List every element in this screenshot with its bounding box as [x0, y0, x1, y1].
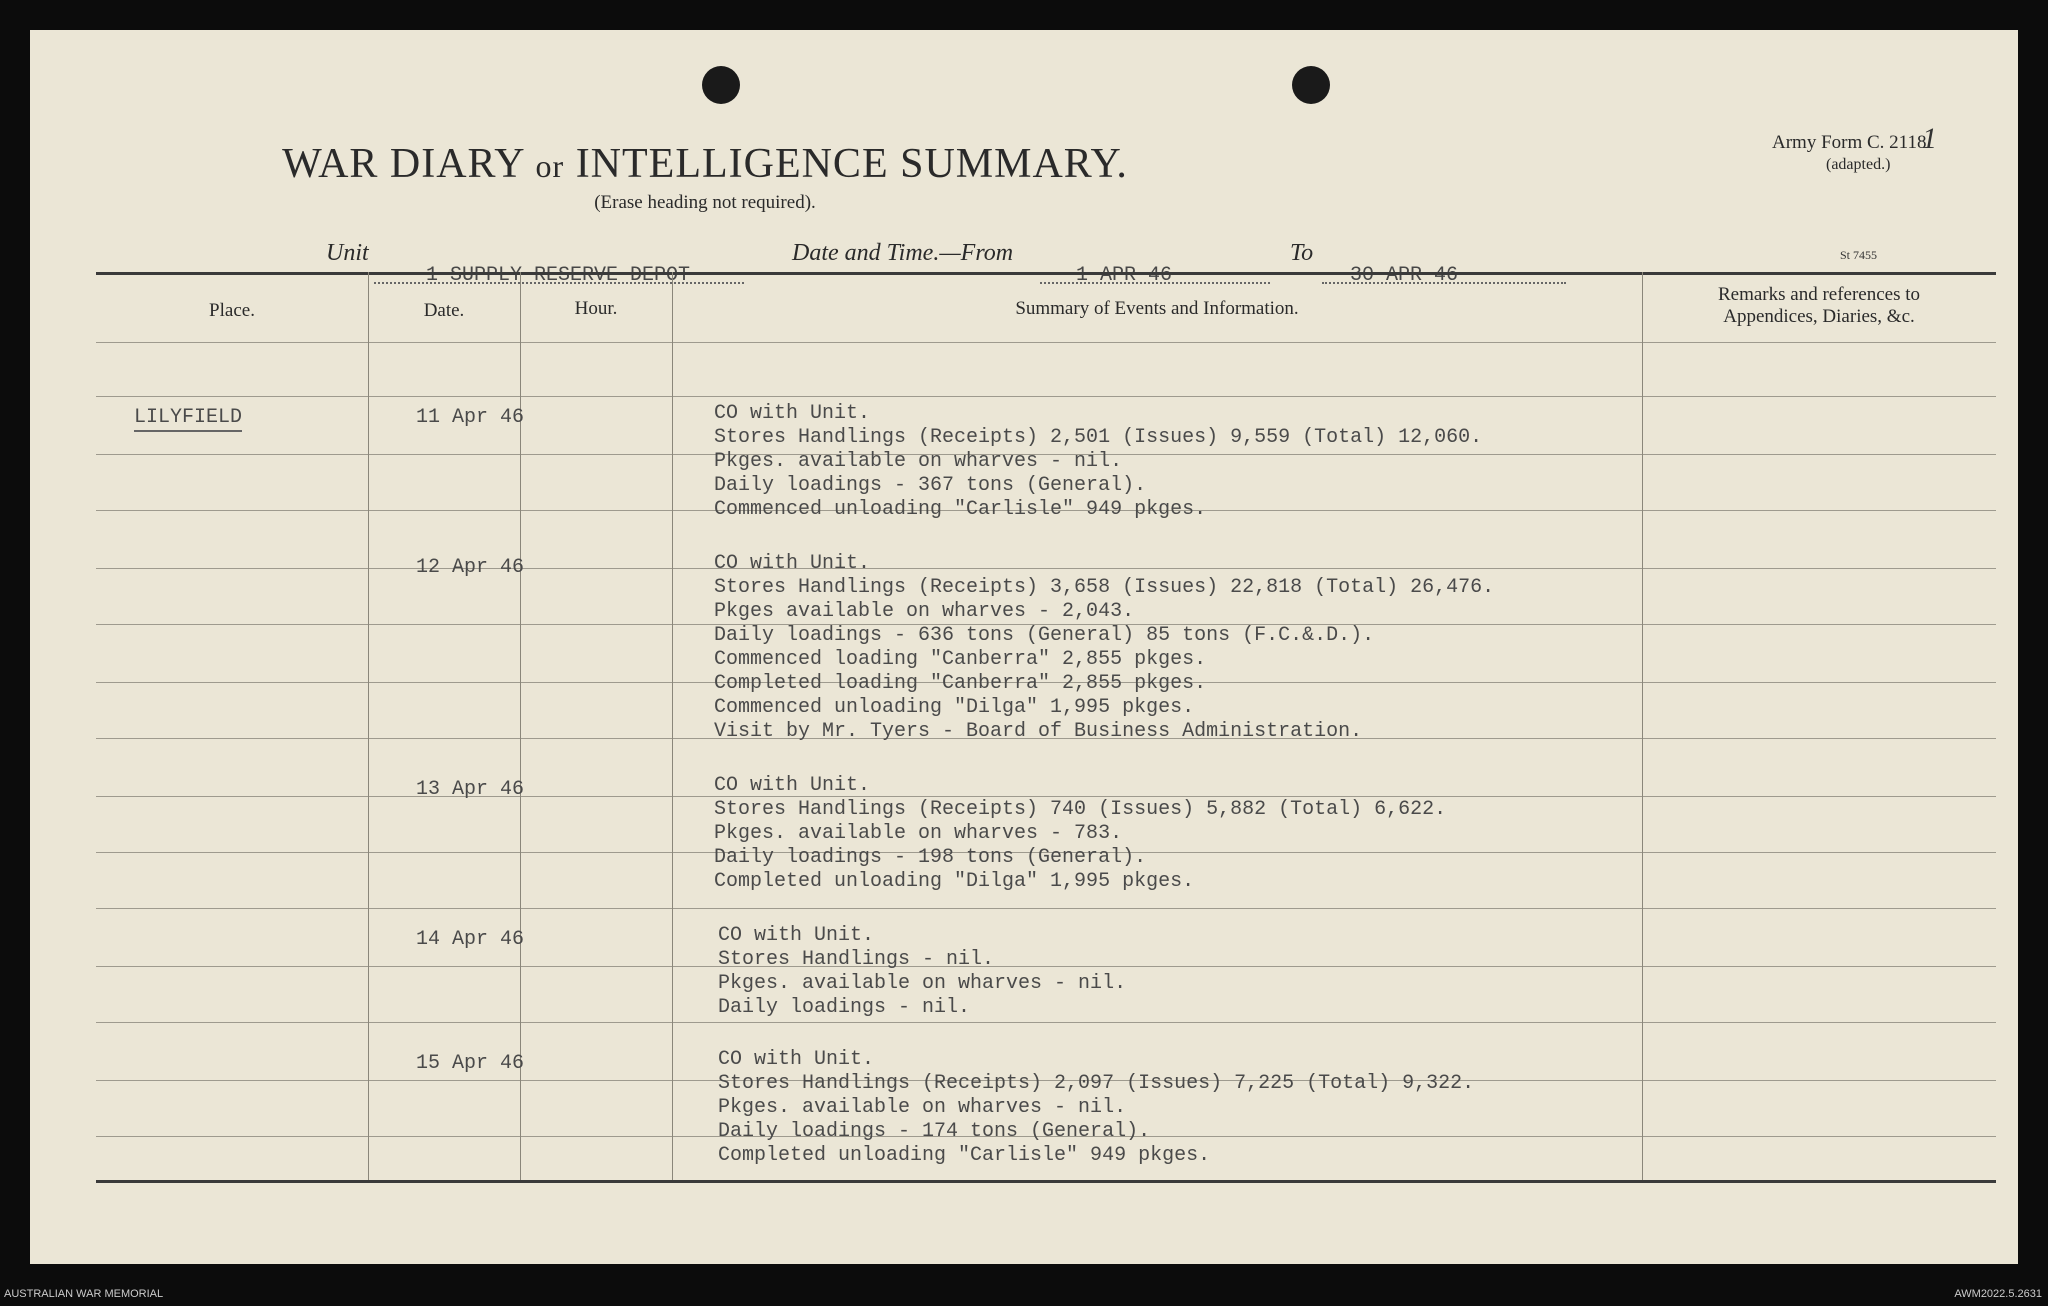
- to-date-value: 30 APR 46: [1350, 264, 1459, 287]
- from-date-value: 1 APR 46: [1076, 264, 1173, 287]
- col-divider-place: [368, 272, 369, 1180]
- stock-number: St 7455: [1840, 248, 1878, 262]
- entry-line: CO with Unit.: [714, 774, 871, 797]
- entry-line: Completed unloading "Carlisle" 949 pkges.: [718, 1144, 1211, 1167]
- row-rule: [96, 966, 1996, 967]
- col-header-remarks: [1642, 284, 1996, 328]
- punch-hole-right: [1292, 66, 1330, 104]
- entry-line: Pkges available on wharves - 2,043.: [714, 600, 1135, 623]
- col-divider-summary: [1642, 272, 1643, 1180]
- entry-line: Commenced unloading "Dilga" 1,995 pkges.: [714, 696, 1195, 719]
- remarks-header-line2: Appendices, Diaries, &c.: [1723, 306, 1915, 327]
- date-time-from-label: Date and Time.—From: [792, 240, 1014, 266]
- col-divider-hour: [672, 272, 673, 1180]
- entry-line: Daily loadings - 174 tons (General).: [718, 1120, 1151, 1143]
- table-bottom-rule: [96, 1180, 1996, 1183]
- entry-line: CO with Unit.: [714, 552, 871, 575]
- entry-line: CO with Unit.: [714, 402, 871, 425]
- entry-line: Pkges. available on wharves - nil.: [718, 1096, 1127, 1119]
- entry-line: Stores Handlings (Receipts) 740 (Issues) 5,882 (Total) 6,622.: [714, 798, 1447, 821]
- punch-hole-left: [702, 66, 740, 104]
- title-or: or: [535, 148, 565, 184]
- title-intelligence-summary: INTELLIGENCE SUMMARY.: [575, 141, 1128, 187]
- entry-line: CO with Unit.: [718, 1048, 875, 1071]
- entry-line: Completed loading "Canberra" 2,855 pkges.: [714, 672, 1207, 695]
- entry-line: Pkges. available on wharves - nil.: [714, 450, 1123, 473]
- entry-line: Pkges. available on wharves - nil.: [718, 972, 1127, 995]
- entry-line: Stores Handlings (Receipts) 2,097 (Issues) 7,225 (Total) 9,322.: [718, 1072, 1475, 1095]
- entry-line: Daily loadings - 367 tons (General).: [714, 474, 1147, 497]
- entry-line: Pkges. available on wharves - 783.: [714, 822, 1123, 845]
- entry-line: Commenced loading "Canberra" 2,855 pkges.: [714, 648, 1207, 671]
- footer-source: AUSTRALIAN WAR MEMORIAL: [4, 1288, 164, 1300]
- col-header-place: Place.: [209, 300, 255, 321]
- page-subtitle: (Erase heading not required).: [594, 192, 816, 213]
- row-rule: [96, 796, 1996, 797]
- row-rule: [96, 568, 1996, 569]
- date-cell: 11 Apr 46: [416, 406, 525, 429]
- row-rule: [96, 396, 1996, 397]
- entry-line: Completed unloading "Dilga" 1,995 pkges.: [714, 870, 1195, 893]
- date-cell: 15 Apr 46: [416, 1052, 525, 1075]
- diary-table: [96, 272, 1996, 1184]
- place-lilyfield: LILYFIELD: [134, 406, 242, 432]
- date-cell: 12 Apr 46: [416, 556, 525, 579]
- army-form-number: Army Form C. 2118: [1772, 132, 1927, 153]
- header-rule: [96, 342, 1996, 343]
- row-rule: [96, 908, 1996, 909]
- remarks-header-line1: Remarks and references to: [1717, 284, 1921, 305]
- footer-accession: AWM2022.5.2631: [1954, 1288, 2042, 1300]
- col-header-summary: Summary of Events and Information.: [1015, 298, 1299, 319]
- entry-line: Daily loadings - nil.: [718, 996, 971, 1019]
- col-header-hour: Hour.: [574, 298, 618, 319]
- row-rule: [96, 1022, 1996, 1023]
- entry-line: Commenced unloading "Carlisle" 949 pkges.: [714, 498, 1207, 521]
- pencil-page-number: 1: [1922, 122, 1937, 155]
- unit-label: Unit: [326, 240, 369, 266]
- army-form-adapted: (adapted.): [1826, 156, 1891, 173]
- entry-line: Visit by Mr. Tyers - Board of Business Administration.: [714, 720, 1363, 743]
- table-top-rule: [96, 272, 1996, 275]
- entry-line: Stores Handlings - nil.: [718, 948, 995, 971]
- entry-line: Daily loadings - 636 tons (General) 85 tons (F.C.&.D.).: [714, 624, 1375, 647]
- to-label: To: [1290, 240, 1314, 266]
- entry-line: Daily loadings - 198 tons (General).: [714, 846, 1147, 869]
- col-header-date: Date.: [423, 300, 465, 321]
- diary-page: [30, 30, 2018, 1264]
- unit-value: 1 SUPPLY RESERVE DEPOT: [426, 264, 691, 287]
- entry-line: Stores Handlings (Receipts) 2,501 (Issues) 9,559 (Total) 12,060.: [714, 426, 1483, 449]
- entry-line: Stores Handlings (Receipts) 3,658 (Issues) 22,818 (Total) 26,476.: [714, 576, 1495, 599]
- date-cell: 14 Apr 46: [416, 928, 525, 951]
- title-war-diary: WAR DIARY: [282, 141, 525, 187]
- entry-line: CO with Unit.: [718, 924, 875, 947]
- page-title: [30, 140, 1380, 188]
- date-cell: 13 Apr 46: [416, 778, 525, 801]
